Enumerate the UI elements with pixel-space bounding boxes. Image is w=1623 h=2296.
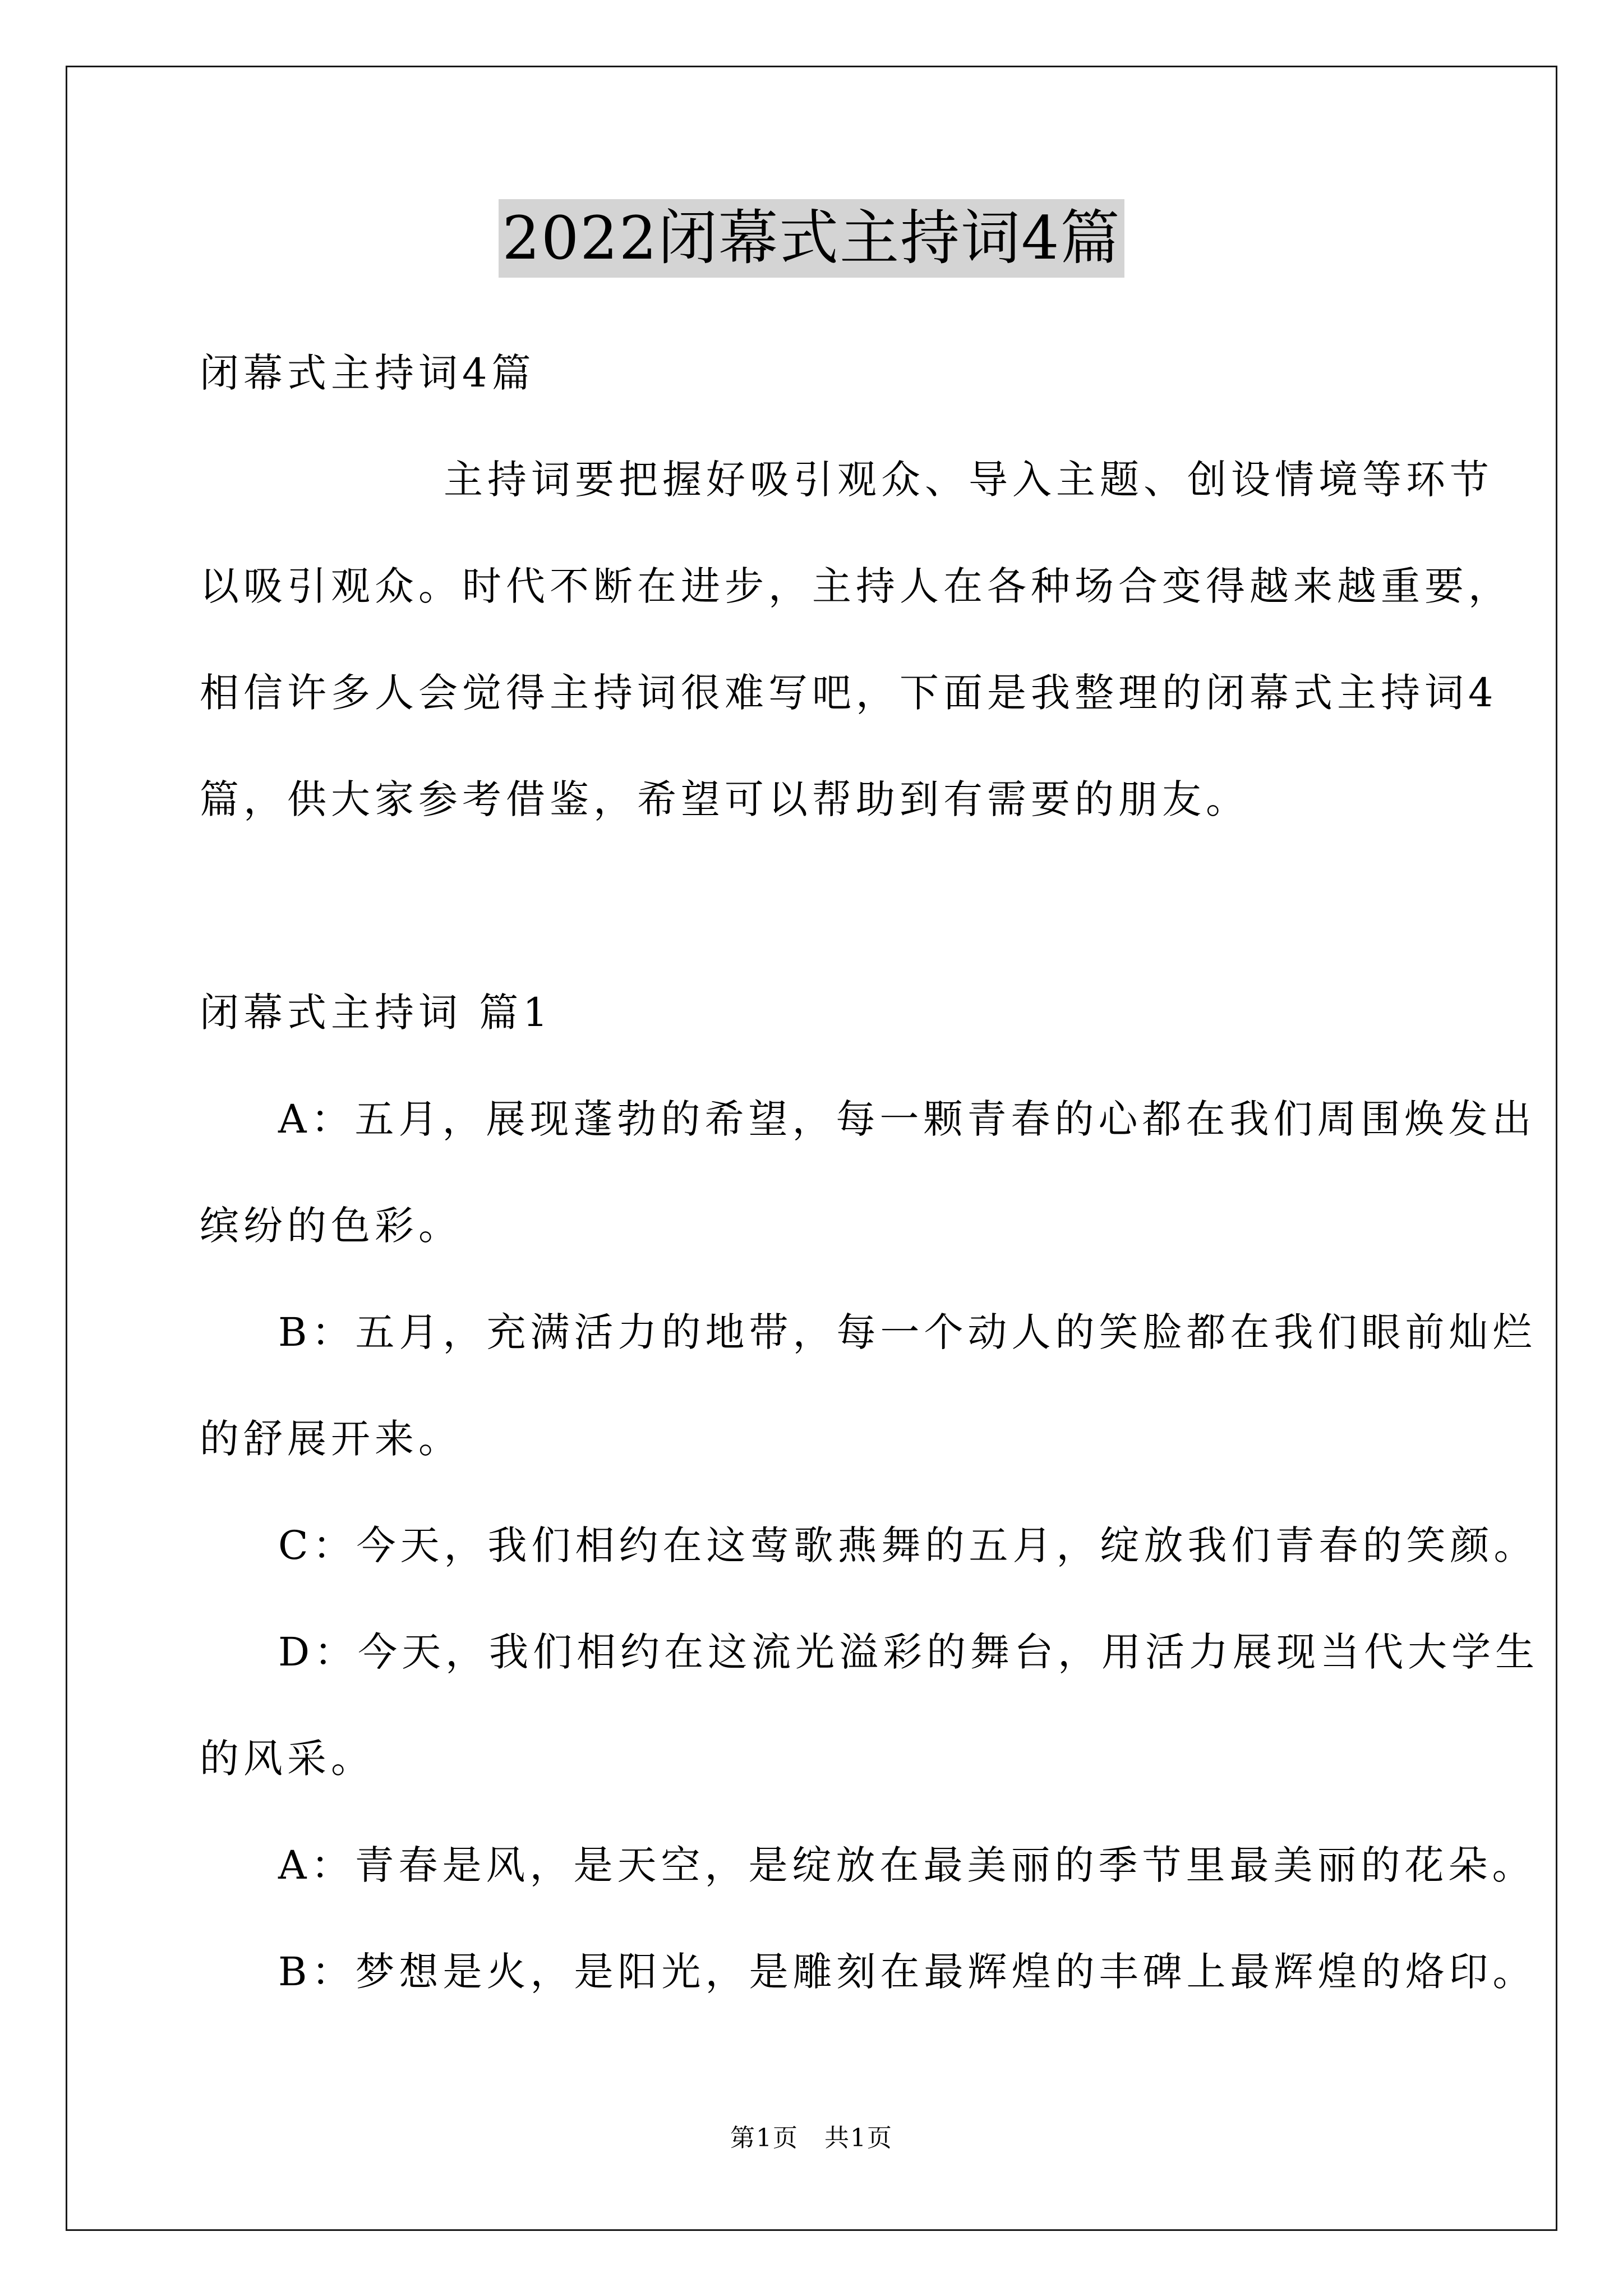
- dialogue-line: D：今天，我们相约在这流光溢彩的舞台，用活力展现当代大学生: [278, 1629, 1539, 1675]
- section-heading: 闭幕式主持词 篇1: [200, 990, 552, 1036]
- dialogue-line: B：五月，充满活力的地带，每一个动人的笑脸都在我们眼前灿烂: [278, 1309, 1537, 1355]
- dialogue-line: 缤纷的色彩。: [200, 1203, 462, 1249]
- dialogue-line: A：青春是风，是天空，是绽放在最美丽的季节里最美丽的花朵。: [278, 1842, 1536, 1888]
- document-subtitle: 闭幕式主持词4篇: [200, 350, 536, 396]
- dialogue-line: 的风采。: [200, 1736, 375, 1782]
- intro-line: 主持词要把握好吸引观众、导入主题、创设情境等环节: [444, 457, 1493, 503]
- dialogue-line: B：梦想是火，是阳光，是雕刻在最辉煌的丰碑上最辉煌的烙印。: [278, 1949, 1537, 1995]
- intro-line: 以吸引观众。时代不断在进步，主持人在各种场合变得越来越重要，: [200, 563, 1512, 609]
- intro-line: 篇，供大家参考借鉴，希望可以帮助到有需要的朋友。: [200, 776, 1249, 822]
- dialogue-line: C：今天，我们相约在这莺歌燕舞的五月，绽放我们青春的笑颜。: [278, 1522, 1538, 1568]
- document-title: 2022闭幕式主持词4篇: [499, 199, 1124, 278]
- intro-line: 相信许多人会觉得主持词很难写吧，下面是我整理的闭幕式主持词4: [200, 670, 1498, 716]
- page-number: 第1页 共1页: [730, 2124, 893, 2152]
- dialogue-line: A：五月，展现蓬勃的希望，每一颗青春的心都在我们周围焕发出: [278, 1096, 1536, 1142]
- title-container: [0, 199, 1623, 278]
- spacer: [200, 853, 1450, 959]
- document-body: [200, 320, 1539, 2025]
- dialogue-line: 的舒展开来。: [200, 1416, 462, 1462]
